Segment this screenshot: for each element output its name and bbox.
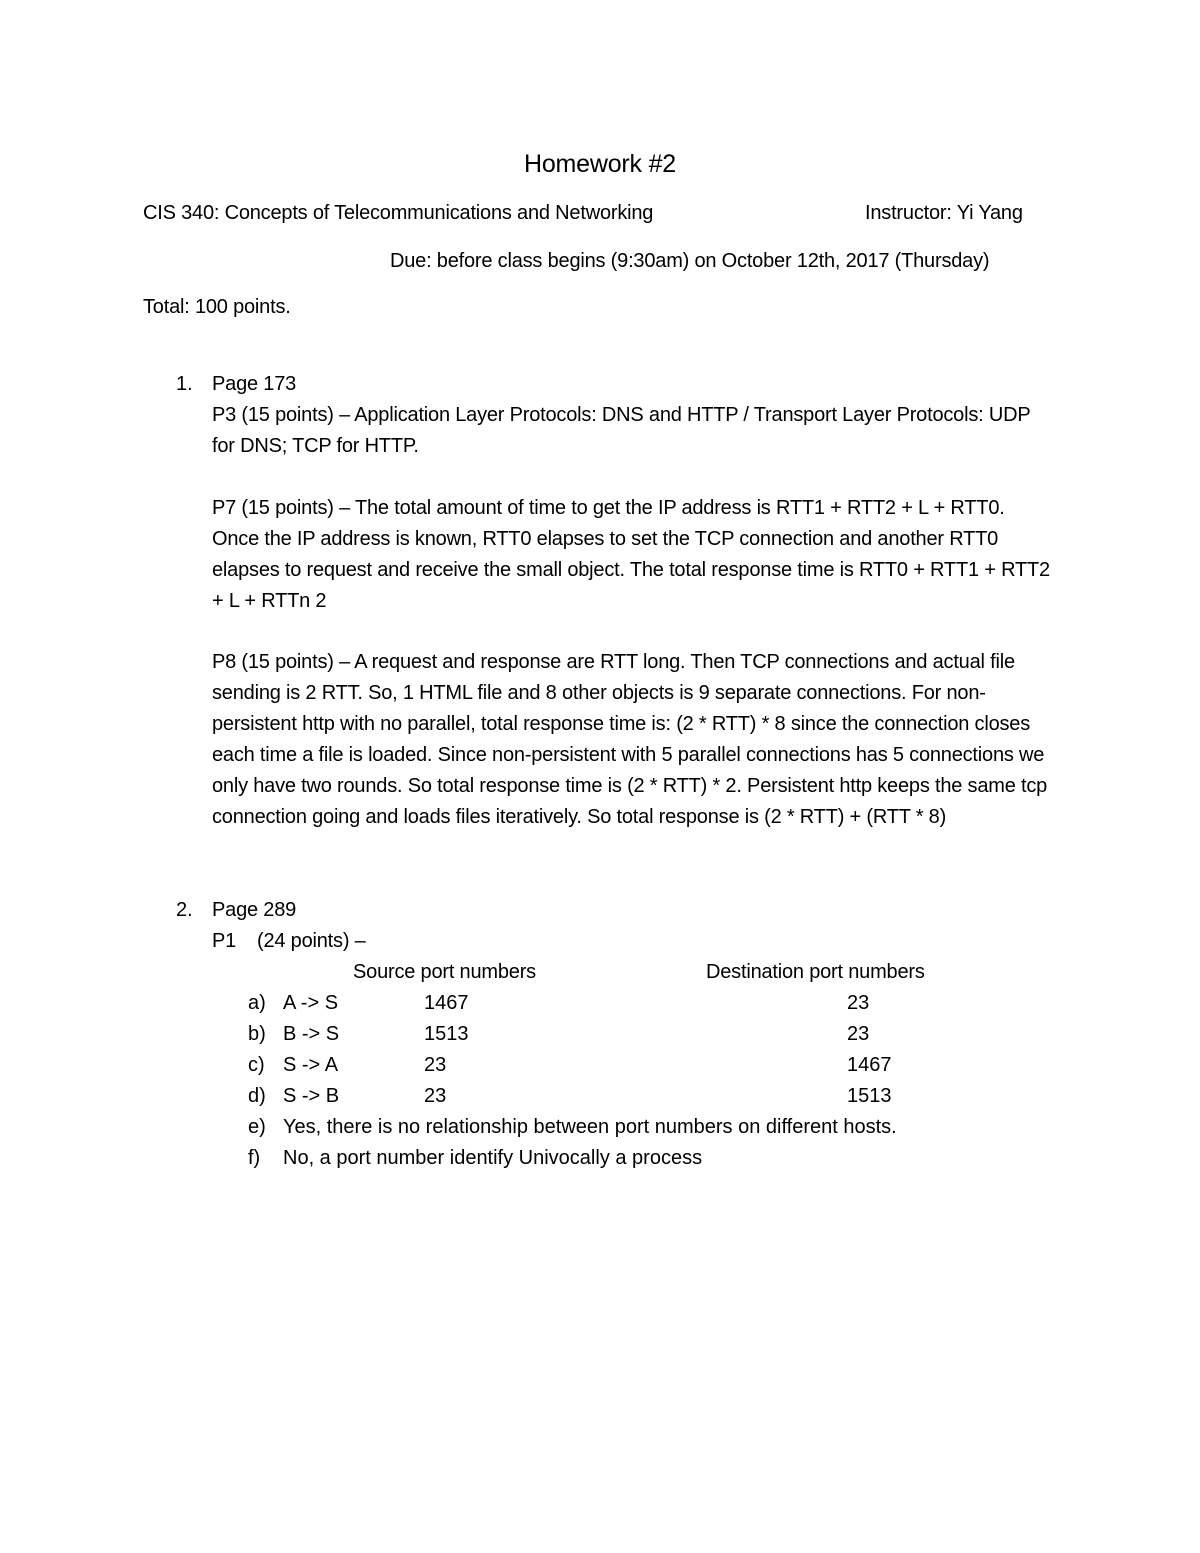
port-row [0, 1081, 1200, 1112]
row-label: S -> B [283, 1085, 340, 1107]
answer-f [0, 1143, 1200, 1174]
row-dest: 1467 [847, 1054, 892, 1076]
q2-number: 2. [176, 899, 193, 921]
q2-page: Page 289 [212, 899, 297, 921]
q1-p3-answer: P3 (15 points) – Application Layer Protocols: DNS and HTTP / Transport Layer Protocols: UDP for DNS; TCP for HTTP. [212, 404, 1031, 457]
page-title: Homework #2 [523, 150, 677, 178]
row-label: S -> A [283, 1054, 339, 1076]
port-row [0, 988, 1200, 1019]
answer-f-text: No, a port number identify Univocally a process [283, 1147, 703, 1169]
row-source: 23 [424, 1054, 447, 1076]
row-letter: b) [248, 1023, 266, 1045]
port-row [0, 1050, 1200, 1081]
instructor: Instructor: Yi Yang [865, 202, 1023, 224]
row-letter: c) [248, 1054, 265, 1076]
row-source: 1513 [424, 1023, 469, 1045]
row-dest: 1513 [847, 1085, 892, 1107]
port-row [0, 1019, 1200, 1050]
row-letter: f) [248, 1147, 261, 1169]
row-dest: 23 [847, 1023, 870, 1045]
row-label: B -> S [283, 1023, 340, 1045]
q2-p1-label: P1 [212, 930, 237, 952]
q1-p8-answer: P8 (15 points) – A request and response are RTT long. Then TCP connections and actual file sending is 2 RTT. So, 1 HTML file and 8 other objects is 9 separate connections. For non-persistent http with no parallel, total response time is: (2 * RTT) * 8 since the connection closes each time a file is loaded. Since non-persistent with 5 parallel connections has 5 connections we only have two rounds. So total response time is (2 * RTT) * 2. Persistent http keeps the same tcp connection going and loads files iteratively. So total response is (2 * RTT) + (RTT * 8) [212, 651, 1048, 828]
row-label: A -> S [283, 992, 339, 1014]
due-date: Due: before class begins (9:30am) on October 12th, 2017 (Thursday) [390, 250, 990, 272]
row-source: 23 [424, 1085, 447, 1107]
q1-number: 1. [176, 373, 193, 395]
q2-p1-points: (24 points) – [257, 930, 366, 952]
col-header-destination: Destination port numbers [706, 961, 925, 983]
row-source: 1467 [424, 992, 469, 1014]
answer-e-text: Yes, there is no relationship between port numbers on different hosts. [283, 1116, 897, 1138]
row-dest: 23 [847, 992, 870, 1014]
q1-p7-answer: P7 (15 points) – The total amount of time to get the IP address is RTT1 + RTT2 + L + RTT0. Once the IP address is known, RTT0 elapses to set the TCP connection and another RTT0 elapses to request and receive the small object. The total response time is RTT0 + RTT1 + RTT2 + L + RTTn 2 [212, 497, 1050, 612]
course-name: CIS 340: Concepts of Telecommunications and Networking [143, 202, 654, 224]
total-points: Total: 100 points. [143, 296, 291, 318]
col-header-source: Source port numbers [353, 961, 536, 983]
row-letter: a) [248, 992, 266, 1014]
row-letter: d) [248, 1085, 266, 1107]
q1-page: Page 173 [212, 373, 297, 395]
answer-e [0, 1112, 1200, 1143]
row-letter: e) [248, 1116, 266, 1138]
